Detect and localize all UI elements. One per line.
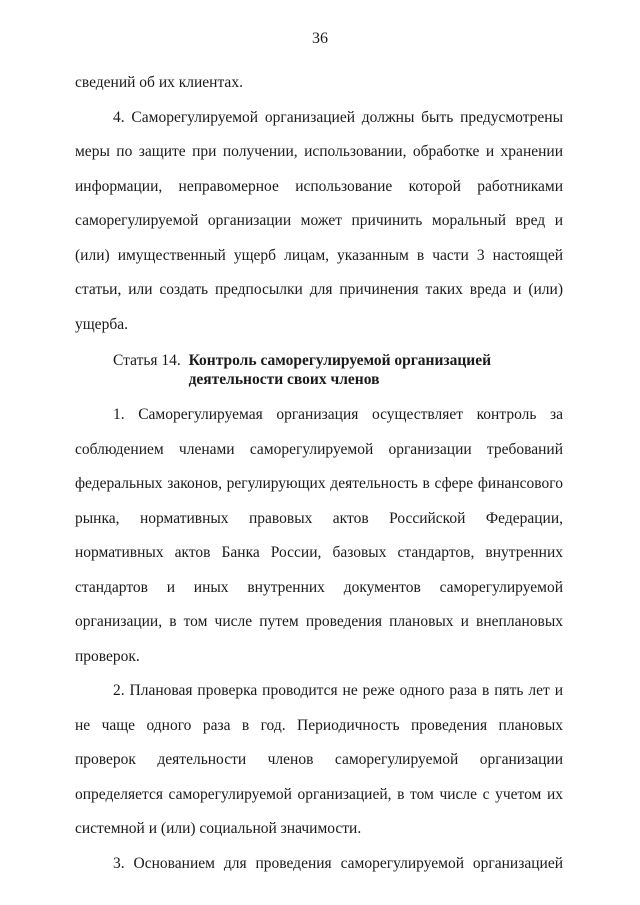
article-title-line-1: Контроль саморегулируемой организацией [188, 352, 492, 369]
page-number: 36 [312, 30, 328, 47]
article-title-line-2: деятельности своих членов [188, 371, 380, 388]
paragraph-item-3: 3. Основанием для проведения саморегулируемой организацией [113, 854, 563, 872]
article-title [189, 351, 492, 389]
paragraph-item-2: 2. Плановая проверка проводится не реже одного раза в пять лет и не чаще одного раза в год. Периодичность проведения плановых проверок деятельности членов саморегулируемой организации определяется саморегулируемой организацией, в том числе с учетом их системной и (или) социальной значимости. [75, 682, 563, 837]
paragraph-item-1: 1. Саморегулируемая организация осуществляет контроль за соблюдением членами саморегулируемой организации требований федеральных законов, регулирующих деятельность в сфере финансового рынка, нормативных правовых актов Российской Федерации, нормативных актов Банка России, базовых стандартов, внутренних стандартов и иных внутренних документов саморегулируемой организации, в том числе путем проведения плановых и внеплановых проверок. [75, 406, 563, 665]
paragraph-continuation: сведений об их клиентах. [75, 74, 243, 91]
paragraph-item-4: 4. Саморегулируемой организацией должны быть предусмотрены меры по защите при получении, использовании, обработке и хранении информации, неправомерное использование которой работниками саморегулируемой организации может причинить моральный вред и (или) имущественный ущерб лицам, указанным в части 3 настоящей статьи, или создать предпосылки для причинения таких вреда и (или) ущерба. [75, 108, 563, 333]
article-heading [75, 351, 563, 389]
article-label: Статья 14. [113, 352, 189, 369]
document-body [75, 66, 563, 881]
